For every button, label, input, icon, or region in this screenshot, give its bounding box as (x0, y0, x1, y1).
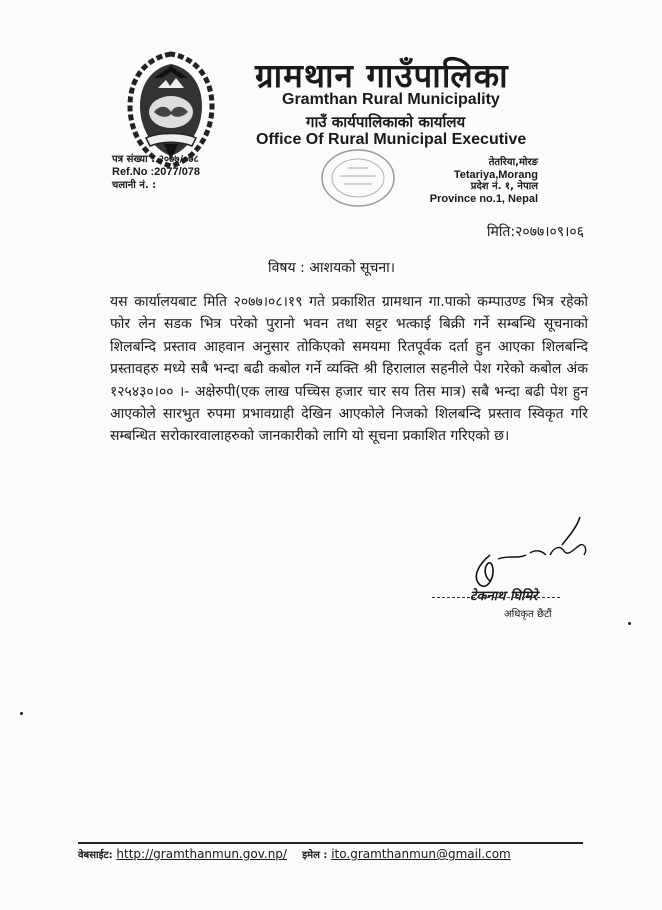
letter-subject: विषय : आशयको सूचना। (268, 260, 396, 276)
office-name-english: Office Of Rural Municipal Executive (256, 131, 527, 148)
office-name-nepali: गाउँ कार्यपालिकाको कार्यालय (306, 113, 466, 131)
municipality-name-nepali: ग्रामथान गाउँपालिका (255, 56, 509, 95)
scan-dot (20, 712, 23, 715)
province-line-english: Province no.1, Nepal (429, 193, 538, 205)
municipality-name-english: Gramthan Rural Municipality (282, 91, 500, 108)
footer (78, 847, 598, 861)
reference-block (112, 153, 200, 192)
signatory-name: टेकनाथ घिमिरे (470, 589, 538, 604)
email-label: इमेल : (302, 850, 328, 861)
signatory-title: अधिकृत छैटौं (504, 609, 552, 620)
footer-divider (78, 842, 583, 844)
website-link[interactable]: http://gramthanmun.gov.np/ (116, 847, 287, 861)
website-label: वेबसाईट: (78, 850, 113, 861)
province-line-nepali: प्रदेश नं. १, नेपाल (470, 181, 538, 192)
letter-body: यस कार्यालयबाट मिति २०७७।०८।१९ गते प्रकाशित ग्रामथान गा.पाको कम्पाउण्ड भित्र रहेको फोर लेन सडक भित्र परेको पुरानो भवन तथा सट्टर भत्काई बिक्री गर्ने सम्बन्धि सूचनाको शिलबन्दि प्रस्ताव आहवान अनुसार तोकिएको समयमा रितपूर्वक दर्ता हुन आएका शिलबन्दि प्रस्तावहरु मध्ये सबै भन्दा बढी कबोल गर्ने व्यक्ति श्री हिरालाल सहनीले पेश गरेको कबोल अंक १२५४३०।०० ।- अक्षेरुपी(एक लाख पच्चिस हजार चार सय तिस मात्र) सबै भन्दा बढी पेश हुन आएकोले सारभुत रुपमा प्रभावग्राही देखिन आएकोले निजको शिलबन्दि प्रस्ताव स्विकृत गरि सम्बन्धित सरोकारवालाहरुको जानकारीको लागि यो सूचना प्रकाशित गरिएको छ। (110, 294, 588, 445)
chalani-number: चलानी नं. : (112, 180, 157, 191)
address-line-nepali: तेतरिया,मोरङ (488, 157, 538, 168)
letter-date: मिति:२०७७।०९।०६ (486, 224, 584, 240)
office-address (430, 157, 538, 205)
scan-dot (628, 622, 631, 625)
office-stamp (318, 146, 398, 210)
address-line-english: Tetariya,Morang (453, 169, 538, 181)
signature-line (432, 597, 560, 598)
email-link[interactable]: ito.gramthanmun@gmail.com (331, 847, 511, 861)
patra-sankhya: पत्र संख्या : २०७७/०७८ (112, 154, 199, 165)
ref-number: Ref.No :2077/078 (112, 166, 201, 178)
